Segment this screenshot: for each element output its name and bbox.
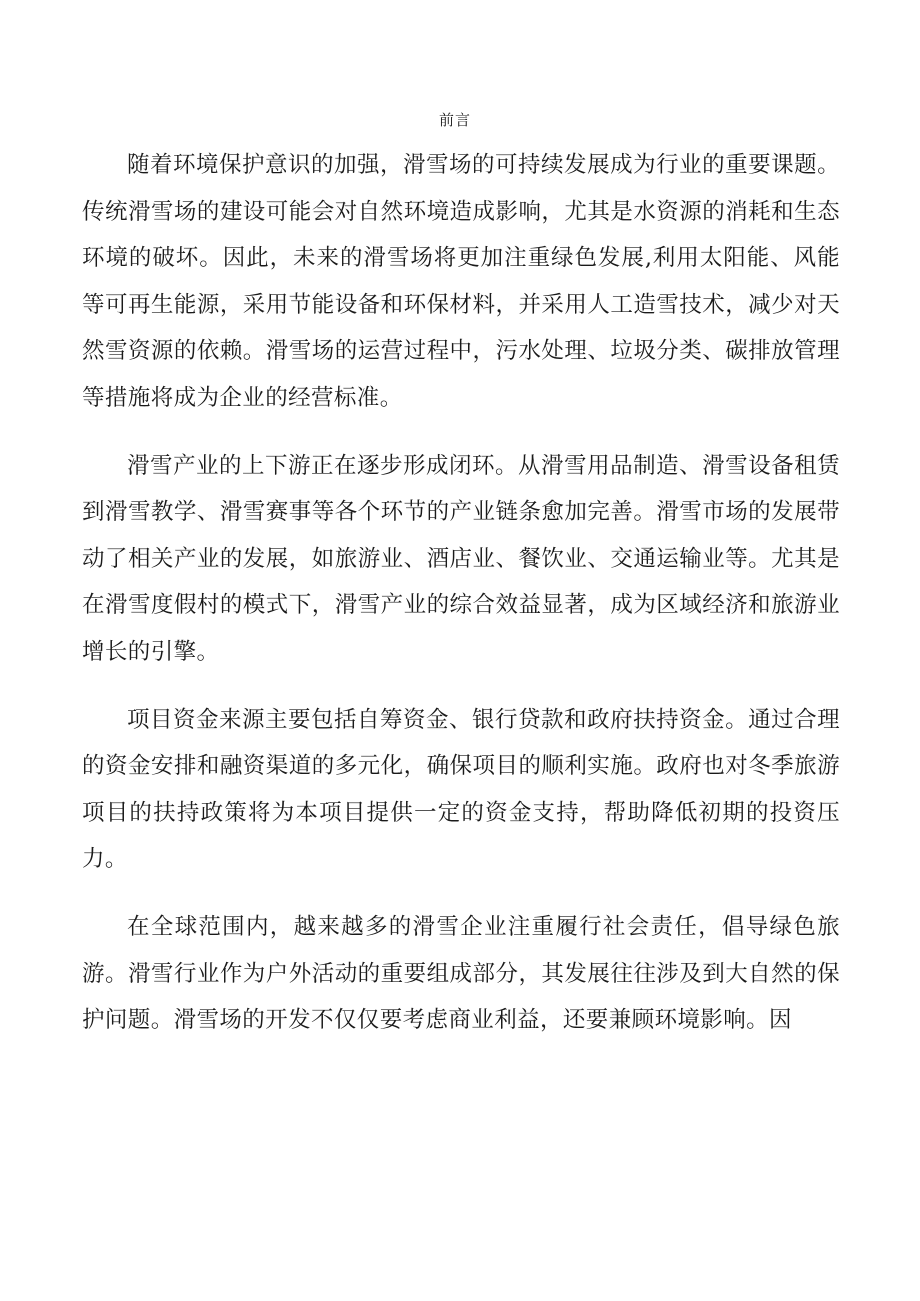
paragraph-social-responsibility: 在全球范围内，越来越多的滑雪企业注重履行社会责任，倡导绿色旅游。滑雪行业作为户外活动的重要组成部分，其发展往往涉及到大自然的保护问题。滑雪场的开发不仅仅要考虑商业利益，还要兼顾环境影响。因 — [82, 913, 840, 1034]
paragraph-sustainability: 随着环境保护意识的加强，滑雪场的可持续发展成为行业的重要课题。传统滑雪场的建设可能会对自然环境造成影响，尤其是水资源的消耗和生态环境的破坏。因此，未来的滑雪场将更加注重绿色发展,利用太阳能、风能等可再生能源，采用节能设备和环保材料，并采用人工造雪技术，减少对天然雪资源的依赖。滑雪场的运营过程中，污水处理、垃圾分类、碳排放管理等措施将成为企业的经营标准。 — [82, 152, 840, 411]
page-heading: 前言 — [438, 111, 471, 129]
paragraph-industry-chain: 滑雪产业的上下游正在逐步形成闭环。从滑雪用品制造、滑雪设备租赁到滑雪教学、滑雪赛事等各个环节的产业链条愈加完善。滑雪市场的发展带动了相关产业的发展，如旅游业、酒店业、餐饮业、交通运输业等。尤其是在滑雪度假村的模式下，滑雪产业的综合效益显著，成为区域经济和旅游业增长的引擎。 — [82, 452, 840, 665]
paragraph-funding: 项目资金来源主要包括自筹资金、银行贷款和政府扶持资金。通过合理的资金安排和融资渠道的多元化，确保项目的顺利实施。政府也对冬季旅游项目的扶持政策将为本项目提供一定的资金支持，帮助降低初期的投资压力。 — [82, 706, 840, 873]
body-text — [82, 142, 840, 1065]
